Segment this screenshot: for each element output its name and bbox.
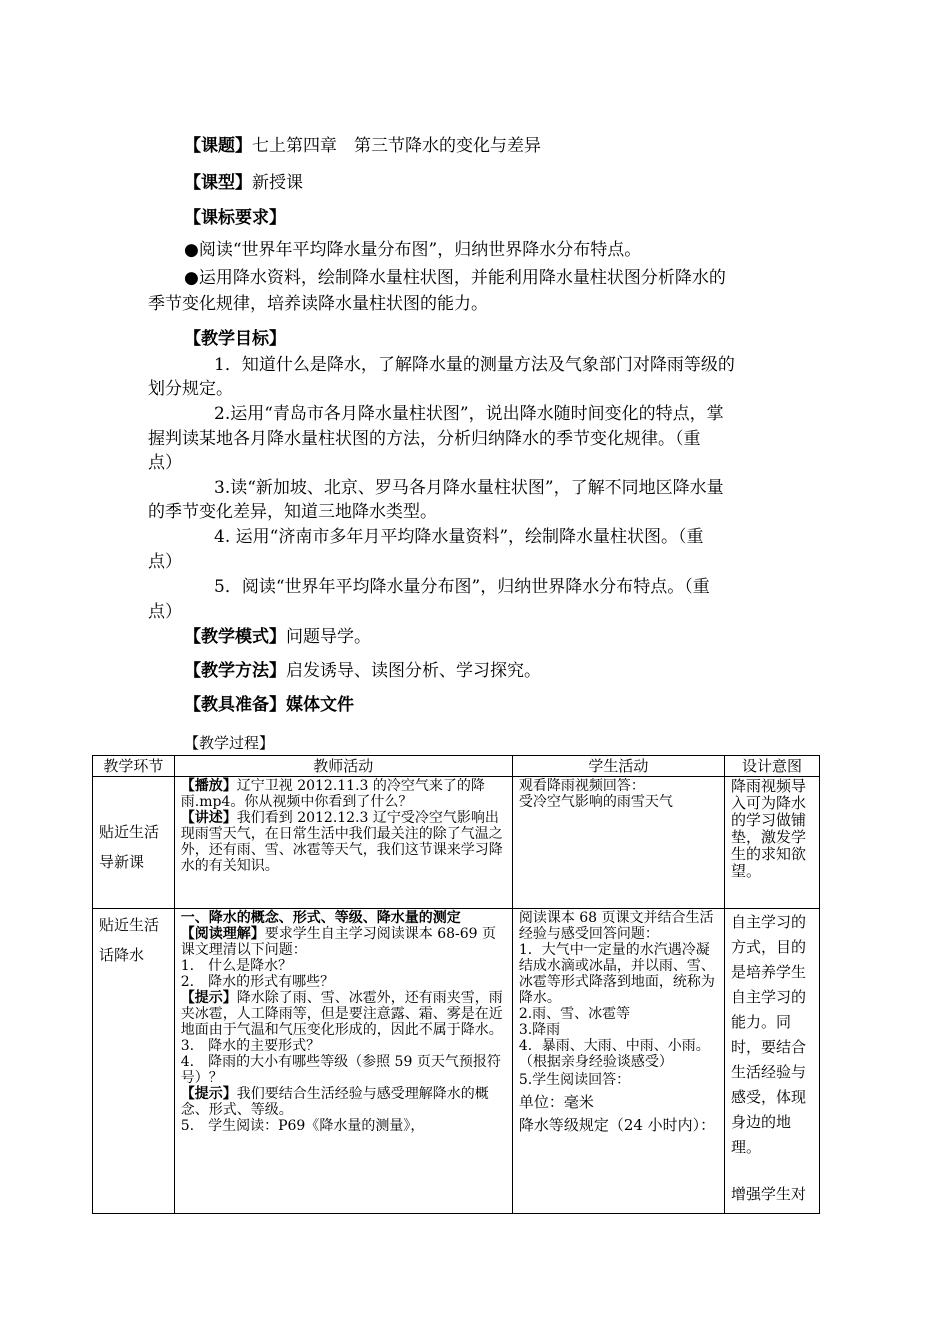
teacher-cell: 一、降水的概念、形式、等级、降水量的测定 【阅读理解】要求学生自主学习阅读课本 68-69 页课文理清以下问题： 1. 什么是降水？ 2. 降水的形式有哪些？ 【提示】降水除了雨、雪、冰雹外，还有雨夹雪，雨夹冰雹，人工降雨等，但是要注意露、霜、雾是在近地面由于气温和气压变化形成的，因此不属于降水。 3. 降水的主要形式？ 4. 降雨的大小有哪些等级（参照 59 页天气预报符号）？ 【提示】我们要结合生活经验与感受理解降水的概念、形式、等级。 5. 学生阅读：P69《降水量的测量》， bbox=[174, 909, 512, 1214]
header-student: 学生活动 bbox=[512, 756, 724, 777]
stage-cell: 贴近生活 导新课 bbox=[93, 777, 175, 909]
intent-cell: 自主学习的方式，目的是培养学生自主学习的能力。同时，要结合生活经验与感受，体现身边的地理。 增强学生对 bbox=[724, 909, 819, 1214]
goal-3: 3.读“新加坡、北京、罗马各月降水量柱状图”，了解不同地区降水量 bbox=[214, 478, 724, 498]
tools-value: 媒体文件 bbox=[286, 695, 354, 715]
goal-1: 1．知道什么是降水，了解降水量的测量方法及气象部门对降雨等级的 bbox=[214, 355, 735, 375]
goals-heading: 【教学目标】 bbox=[184, 329, 286, 349]
header-intent: 设计意图 bbox=[724, 756, 819, 777]
lesson-type-value: 新授课 bbox=[252, 173, 303, 193]
goal-2: 2.运用“青岛市各月降水量柱状图”，说出降水随时间变化的特点，掌 bbox=[214, 404, 724, 424]
lesson-type-line bbox=[184, 171, 303, 195]
method-value: 启发诱导、读图分析、学习探究。 bbox=[286, 661, 541, 681]
standard-heading: 【课标要求】 bbox=[184, 208, 286, 228]
mode-label: 【教学模式】 bbox=[184, 627, 286, 647]
topic-value: 七上第四章 第三节降水的变化与差异 bbox=[252, 136, 541, 156]
goal-2-cont: 握判读某地各月降水量柱状图的方法，分析归纳降水的季节变化规律。（重 bbox=[148, 429, 701, 449]
student-cell: 阅读课本 68 页课文并结合生活经验与感受回答问题： 1．大气中一定量的水汽遇冷凝结成水滴或冰晶，并以雨、雪、冰雹等形式降落到地面，统称为降水。 2.雨、雪、冰雹等 3.降雨 4．暴雨、大雨、中雨、小雨。（根据亲身经验谈感受） 5.学生阅读回答： 单位：毫米 降水等级规定（24 小时内）： bbox=[512, 909, 724, 1214]
header-stage: 教学环节 bbox=[93, 756, 175, 777]
method-line bbox=[184, 659, 541, 683]
student-cell: 观看降雨视频回答： 受冷空气影响的雨雪天气 bbox=[512, 777, 724, 909]
stage-cell: 贴近生活 话降水 bbox=[93, 909, 175, 1214]
goal-5-cont: 点） bbox=[148, 602, 182, 622]
tools-line bbox=[184, 693, 354, 717]
intent-cell: 降雨视频导入可为降水的学习做铺垫，激发学生的求知欲望。 bbox=[724, 777, 819, 909]
standard-item-2-cont: 季节变化规律，培养读降水量柱状图的能力。 bbox=[148, 294, 488, 314]
tools-label: 【教具准备】 bbox=[184, 695, 286, 715]
table-row bbox=[93, 777, 820, 909]
topic-label: 【课题】 bbox=[184, 136, 252, 156]
lesson-type-label: 【课型】 bbox=[184, 173, 252, 193]
standard-item-2: ●运用降水资料，绘制降水量柱状图，并能利用降水量柱状图分析降水的 bbox=[184, 268, 726, 288]
teaching-process-table bbox=[92, 755, 820, 1214]
method-label: 【教学方法】 bbox=[184, 661, 286, 681]
table-header-row bbox=[93, 756, 820, 777]
table-row bbox=[93, 909, 820, 1214]
goal-4-cont: 点） bbox=[148, 552, 182, 572]
mode-value: 问题导学。 bbox=[286, 627, 371, 647]
standard-item-1: ●阅读“世界年平均降水量分布图”，归纳世界降水分布特点。 bbox=[184, 240, 642, 260]
goal-5: 5．阅读“世界年平均降水量分布图”，归纳世界降水分布特点。（重 bbox=[214, 577, 710, 597]
mode-line bbox=[184, 625, 371, 649]
topic-line bbox=[184, 134, 541, 158]
process-heading: 【教学过程】 bbox=[184, 734, 275, 752]
header-teacher: 教师活动 bbox=[174, 756, 512, 777]
teacher-cell: 【播放】辽宁卫视 2012.11.3 的冷空气来了的降雨.mp4。你从视频中你看到了什么？ 【讲述】我们看到 2012.12.3 辽宁受冷空气影响出现雨雪天气，在日常生活中我们最关注的除了气温之外，还有雨、雪、冰雹等天气，我们这节课来学习降水的有关知识。 bbox=[174, 777, 512, 909]
goal-1-cont: 划分规定。 bbox=[148, 379, 233, 399]
goal-3-cont: 的季节变化差异，知道三地降水类型。 bbox=[148, 502, 437, 522]
goal-2-cont2: 点） bbox=[148, 453, 182, 473]
goal-4: 4. 运用“济南市多年月平均降水量资料”，绘制降水量柱状图。（重 bbox=[214, 527, 704, 547]
